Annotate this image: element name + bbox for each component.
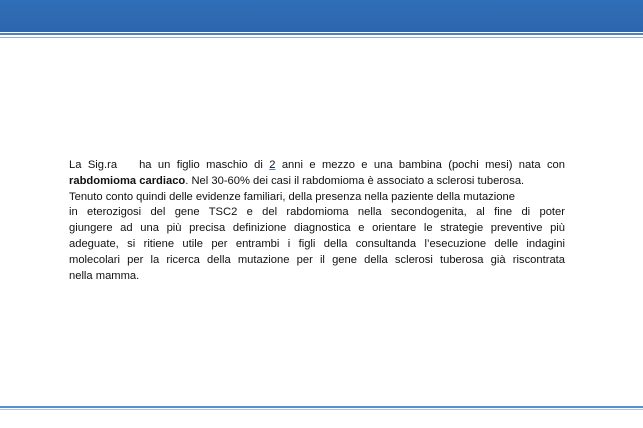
salutation: La Sig.ra	[69, 159, 118, 171]
diagnosis-term: rabdomioma cardiaco	[69, 174, 186, 187]
footer-rule-thin	[0, 409, 643, 410]
header-rule	[0, 33, 643, 35]
header-band	[0, 0, 643, 32]
header-rule-thin	[0, 37, 643, 38]
text-line-3: Tenuto conto quindi delle evidenze familiari, della presenza nella paziente della mutazione	[69, 190, 515, 203]
text-fragment: . Nel 30-60% dei casi il rabdomioma è associato a sclerosi tuberosa.	[185, 174, 525, 187]
text-fragment: ha un figlio maschio di	[139, 159, 270, 171]
text-line-8: nella mamma.	[69, 269, 140, 282]
text-line-7: molecolari per la ricerca della mutazione per il gene della sclerosi tuberosa già riscontrata	[69, 253, 565, 266]
body-paragraph	[69, 158, 565, 284]
text-fragment: anni e mezzo e una bambina (pochi mesi) nata con	[275, 159, 565, 171]
footer-rule	[0, 406, 643, 408]
text-line-2	[69, 174, 565, 190]
age-value: 2	[269, 159, 276, 171]
text-line-6: adeguate, si ritiene utile per entrambi i figli della consultanda l’esecuzione delle indagini	[69, 237, 565, 250]
text-line-1	[69, 158, 565, 174]
text-line-5: giungere ad una più precisa definizione diagnostica e orientare le strategie preventive più	[69, 222, 565, 235]
text-line-4: in eterozigosi del gene TSC2 e del rabdomioma nella secondogenita, al fine di poter	[69, 206, 565, 219]
